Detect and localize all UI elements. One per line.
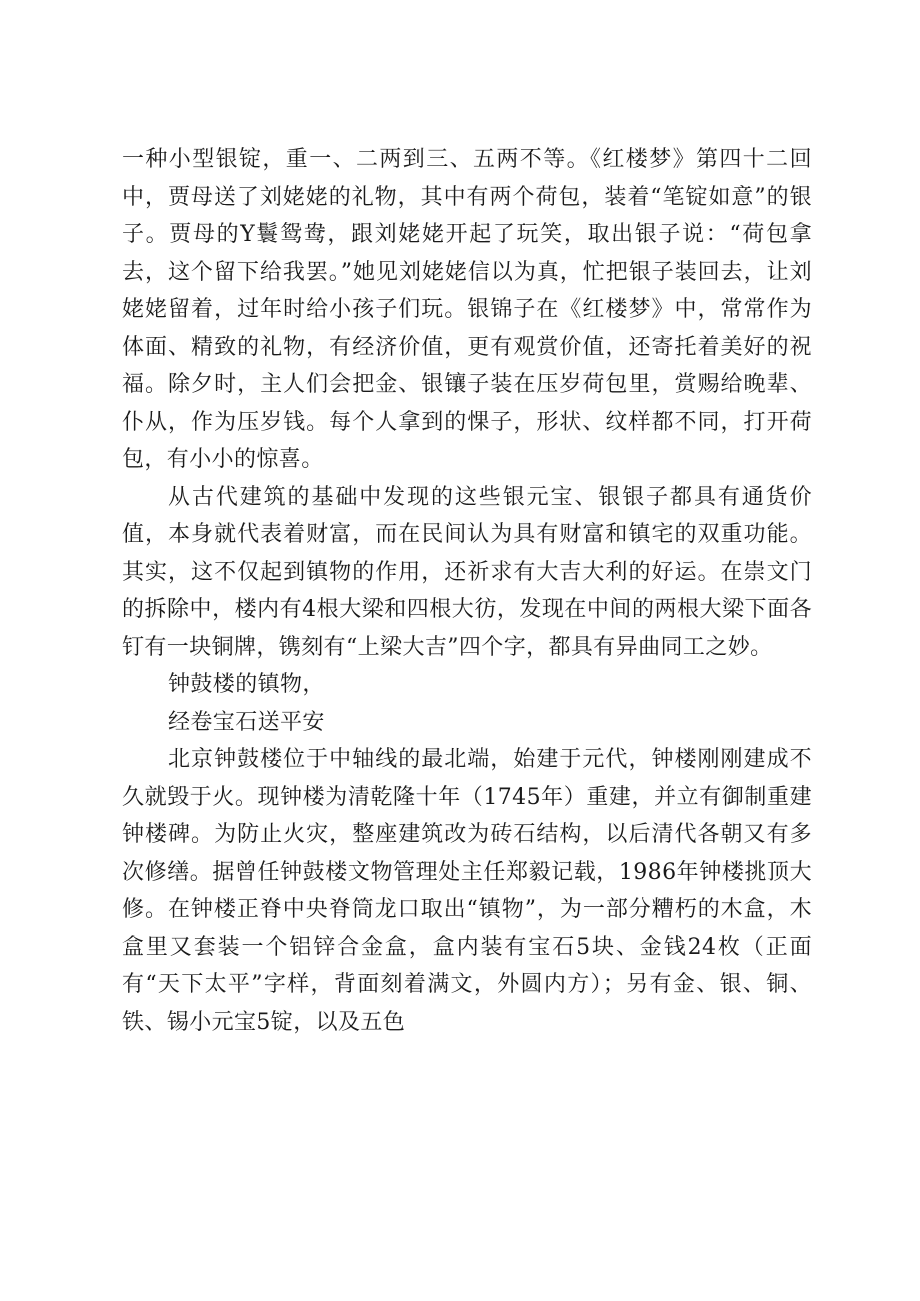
section-heading-bell-drum-tower: 钟鼓楼的镇物，	[168, 672, 325, 697]
paragraph-silver-ingots: 一种小型银锭，重一、二两到三、五两不等。《红楼梦》第四十二回中，贾母送了刘姥姥的礼物，其中有两个荷包，装着“笔锭如意”的银子。贾母的Y鬟鸳鸯，跟刘姥姥开起了玩笑，取出银子说：“荷包拿去，这个留下给我罢。”她见刘姥姥信以为真，忙把银子装回去，让刘姥姥留着，过年时给小孩子们玩。银锦子在《红楼梦》中，常常作为体面、精致的礼物，有经济价值，更有观赏价值，还寄托着美好的祝福。除夕时，主人们会把金、银镶子装在压岁荷包里，赏赐给晚辈、仆从，作为压岁钱。每个人拿到的惈子，形状、纹样都不同，打开荷包，有小小的惊喜。	[122, 147, 812, 472]
paragraph-bell-tower: 北京钟鼓楼位于中轴线的最北端，始建于元代，钟楼刚刚建成不久就毁于火。现钟楼为清乾隆十年（1745年）重建，并立有御制重建钟楼碑。为防止火灾，整座建筑改为砖石结构，以后清代各朝又有多次修缮。据曾任钟鼓楼文物管理处主任郑毅记载，1986年钟楼挑顶大修。在钟楼正脊中央脊筒龙口取出“镇物”，为一部分糟朽的木盒，木盒里又套装一个铝锌合金盒，盒内装有宝石5块、金钱24枚（正面有“天下太平”字样，背面刻着满文，外圆内方）；另有金、银、铜、铁、锡小元宝5锭，以及五色	[122, 747, 812, 1035]
body-text	[122, 141, 812, 1041]
section-heading-sutra-gems: 经卷宝石送平安	[168, 709, 325, 735]
paragraph-architecture: 从古代建筑的基础中发现的这些银元宝、银银子都具有通货价值，本身就代表着财富，而在民间认为具有财富和镇宅的双重功能。其实，这不仅起到镇物的作用，还祈求有大吉大利的好运。在崇文门的拆除中，楼内有4根大梁和四根大彷，发现在中间的两根大梁下面各钉有一块铜牌，镌刻有“上梁大吉”四个字，都具有异曲同工之妙。	[122, 484, 812, 660]
